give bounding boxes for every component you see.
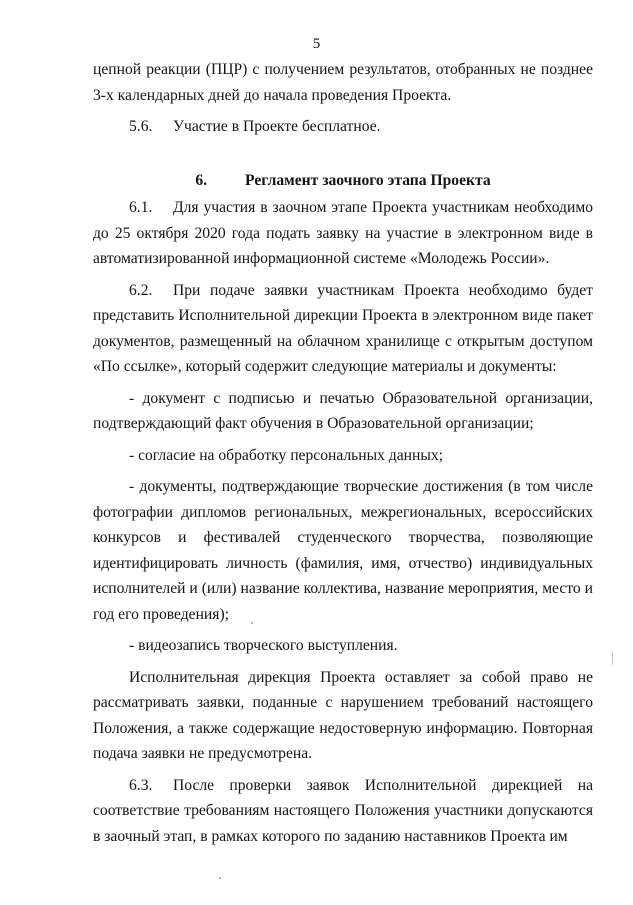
item-number-6-3: 6.3. [129,776,153,794]
paragraph-6-3-text: После проверки заявок Исполнительной дирекцией на соответствие требованиям настоящего Положения участники допускаются в заочный этап, в рамках которого по заданию наставников Проекта им [93,776,593,845]
list-item-video: - видеозапись творческого выступления. [129,637,398,654]
scan-speck [219,877,221,879]
document-body [93,57,593,849]
paragraph-6-1-text: Для участия в заочном этапе Проекта участникам необходимо до 25 октября 2020 года подать заявку на участие в электронном виде в автоматизированной информационной системе «Молодежь России». [93,199,593,267]
paragraph-6-2-text: При подаче заявки участникам Проекта необходимо будет представить Исполнительной дирекции Проекта в электронном виде пакет документов, размещенный на облачном хранилище с открытым доступом «По ссылке», который содержит следующие материалы и документы: [93,281,593,375]
paragraph-continuation: цепной реакции (ПЦР) с получением результатов, отобранных не позднее 3-х календарных дней до начала проведения Проекта. [93,61,593,104]
paragraph-executive-directorate: Исполнительная дирекция Проекта оставляет за собой право не рассматривать заявки, поданные с нарушением требований настоящего Положения, а также содержащие недостоверную информацию. Повторная подача заявки не предусмотрена. [93,668,593,762]
scan-speck [251,622,253,624]
section-title: Регламент заочного этапа Проекта [245,171,491,189]
list-item-creative-achievements: - документы, подтверждающие творческие достижения (в том числе фотографии дипломов региональных, межрегиональных, всероссийских конкурсов и фестивалей студенческого творчества, позволяющие идентифицировать личность (фамилия, имя, отчество) индивидуальных исполнителей и (или) название коллектива, название мероприятия, место и год его проведения); [93,478,593,623]
paragraph-6-2 [93,278,593,380]
scan-speck [612,651,613,665]
list-item-document-signature: - документ с подписью и печатью Образовательной организации, подтверждающий факт обучения в Образовательной организации; [93,389,593,432]
paragraph-6-3 [93,773,593,850]
page-number: 5 [312,36,321,52]
paragraph-5-6-text: Участие в Проекте бесплатное. [173,118,381,135]
item-number-6-1: 6.1. [129,199,153,216]
section-number: 6. [195,171,208,189]
section-heading [93,168,593,194]
list-item-consent: - согласие на обработку персональных данных; [129,446,443,464]
paragraph-5-6 [93,114,593,140]
item-number-6-2: 6.2. [129,281,153,299]
item-number-5-6: 5.6. [129,118,153,135]
paragraph-6-1 [93,195,593,272]
